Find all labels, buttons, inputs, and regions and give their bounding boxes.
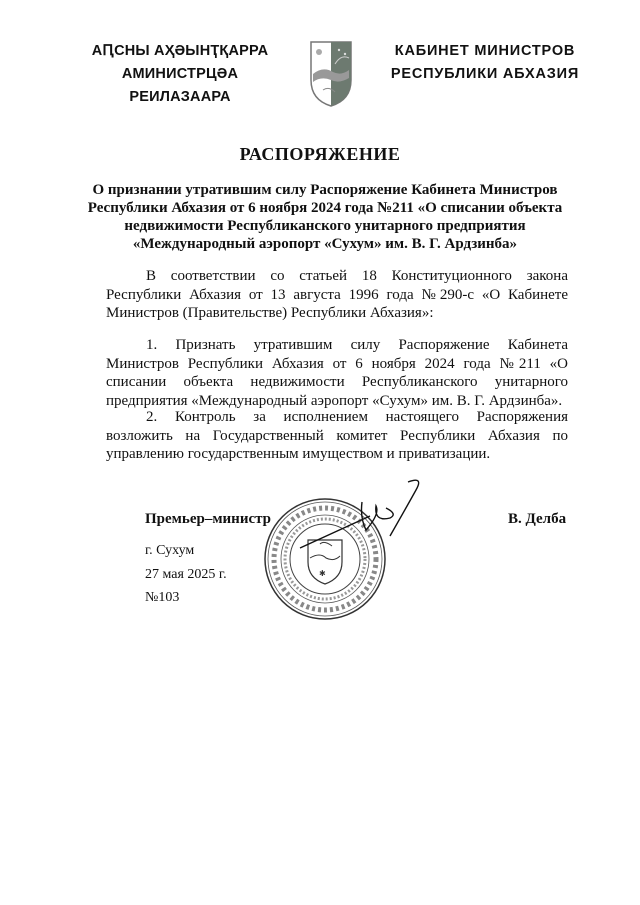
date: 27 мая 2025 г. — [145, 567, 227, 582]
header-left-line: АМИНИСТРЦӘА РЕИЛАЗААРА — [121, 66, 239, 105]
order-item-1: 1. Признать утратившим силу Распоряжение Кабинета Министров Республики Абхазия от 6 ноября 2024 года №211 «О списании объекта недвижимости Республиканского унитарного предприятия «Международный аэропорт «Сухум» им. В. Г. Ардзинба». — [106, 337, 568, 409]
signatory-position: Премьер–министр — [145, 511, 272, 527]
svg-text:✱: ✱ — [319, 569, 326, 578]
header-right-line: РЕСПУБЛИКИ АБХАЗИЯ — [390, 66, 580, 82]
document-title: РАСПОРЯЖЕНИЕ — [239, 144, 401, 164]
city: г. Сухум — [145, 543, 195, 558]
preamble-paragraph: В соответствии со статьей 18 Конституционного закона Республики Абхазия от 13 августа 1996 года №290-с «О Кабинете Министров (Правительстве) Республики Абхазия»: — [106, 268, 568, 322]
header-right-russian — [390, 40, 580, 86]
signatory-name: В. Делба — [508, 511, 567, 527]
handwritten-signature — [290, 478, 430, 558]
header-right-line: КАБИНЕТ МИНИСТРОВ — [394, 43, 576, 59]
order-item-2: 2. Контроль за исполнением настоящего Распоряжения возложить на Государственный комитет Республики Абхазия по управлению государственным имуществом и приватизации. — [106, 409, 568, 463]
document-number: №103 — [145, 590, 180, 605]
header-left-abkhaz — [80, 40, 280, 109]
coat-of-arms-icon — [309, 40, 353, 108]
header-left-line: АԤСНЫ АҲӘЫНҬҚАРРА — [91, 43, 269, 59]
document-subtitle: О признании утратившим силу Распоряжение Кабинета Министров Республики Абхазия от 6 ноября 2024 года №211 «О списании объекта недвижимости Республиканского унитарного предприятия «Международный аэропорт «Сухум» им. В. Г. Ардзинба» — [87, 182, 563, 252]
